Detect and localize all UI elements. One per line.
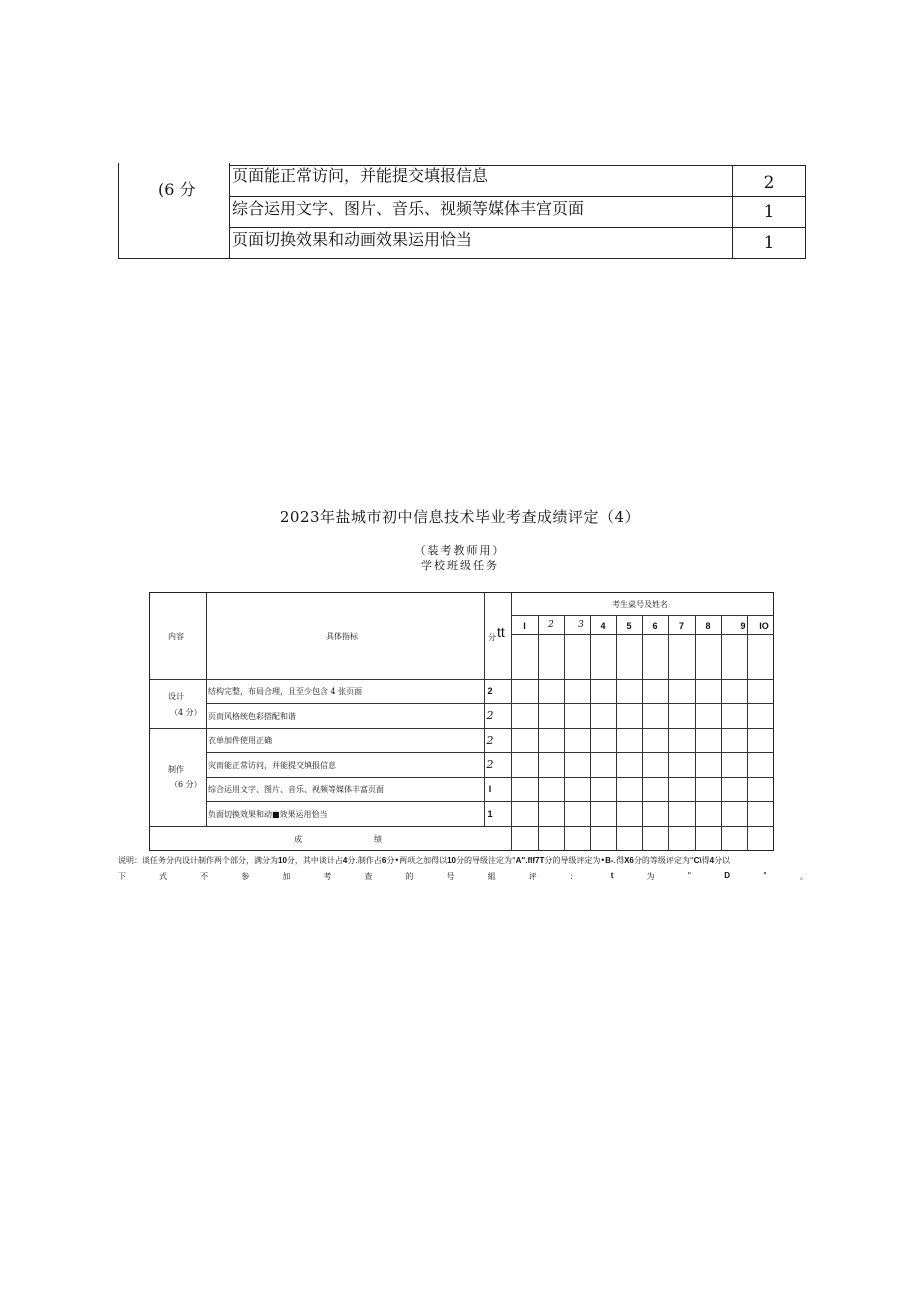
note-char: 加 bbox=[282, 872, 291, 881]
group-points: （6 分） bbox=[170, 780, 202, 789]
note-char: 评 bbox=[528, 872, 537, 881]
group-label: 制作 bbox=[168, 765, 184, 774]
student-number: 4 bbox=[600, 621, 606, 631]
student-number: 2 bbox=[548, 620, 554, 630]
indicator-text: 负面切换效果和动■效果运用恰当 bbox=[208, 810, 328, 819]
indicator-text: 页而风格统色彩搭配和谐 bbox=[208, 712, 296, 721]
note-char: " bbox=[763, 871, 767, 880]
note-char: t bbox=[610, 871, 614, 880]
student-number: 5 bbox=[626, 621, 632, 631]
col-line bbox=[721, 615, 722, 851]
col-line bbox=[590, 615, 591, 851]
indicator-text: 页面切换效果和动画效果运用恰当 bbox=[232, 230, 473, 249]
note-char: 的 bbox=[405, 872, 414, 881]
indicator-score: 2 bbox=[486, 734, 494, 747]
col-line bbox=[668, 615, 669, 851]
row-line bbox=[511, 615, 774, 616]
indicator-text: 衣单加件使用正确 bbox=[208, 736, 272, 745]
note-char: 式 bbox=[159, 872, 168, 881]
grading-table bbox=[149, 592, 774, 851]
indicator-score: 2 bbox=[486, 709, 494, 722]
student-number: IO bbox=[759, 621, 769, 631]
table-border-bottom bbox=[118, 258, 806, 259]
note-char: 查 bbox=[364, 872, 373, 881]
indicator-score: 1 bbox=[763, 202, 775, 222]
col-line bbox=[206, 593, 207, 826]
note-char: 組 bbox=[487, 872, 496, 881]
top-table-fragment bbox=[118, 163, 806, 259]
table-divider bbox=[229, 163, 230, 259]
category-label: (6 分 bbox=[158, 180, 196, 199]
student-number: 7 bbox=[678, 621, 684, 631]
note-char: 为 bbox=[646, 872, 655, 881]
note-line: 说明：谈任务分内设计制作两个部分，满分为10分，其中谈计占4分.制作占6分•两项之加得以10分的导级注定为"A".flf7T分的导级评定为•B-.得X6分的等级评定为"C\得4分以 bbox=[118, 856, 731, 865]
note-line bbox=[118, 871, 808, 882]
indicator-text: 综合运用文字、图片、音乐、视频等媒体丰富页面 bbox=[208, 785, 384, 794]
header-content: 内容 bbox=[168, 632, 184, 641]
group-label: 设计 bbox=[168, 692, 184, 701]
indicator-text: 结构完整，布局合理，且至少包含 4 张页面 bbox=[208, 687, 363, 696]
student-number: 8 bbox=[705, 621, 711, 631]
row-line bbox=[150, 728, 774, 729]
indicator-text: 灾而能正常访问，并能提交填报信息 bbox=[208, 761, 336, 770]
col-line bbox=[695, 615, 696, 851]
note-char: 不 bbox=[200, 872, 209, 881]
col-line bbox=[511, 593, 512, 851]
row-line bbox=[206, 752, 774, 753]
student-number: I bbox=[523, 621, 526, 631]
note-char: 考 bbox=[323, 872, 332, 881]
indicator-score: I bbox=[488, 784, 492, 794]
row-line bbox=[206, 703, 774, 704]
header-indicator: 具体指标 bbox=[326, 632, 358, 641]
note-char: 下 bbox=[118, 872, 126, 881]
indicator-score: 1 bbox=[763, 233, 775, 253]
document-subtitle: （装考教师用） bbox=[414, 544, 506, 557]
indicator-score: 2 bbox=[486, 758, 494, 771]
note-char: 。 bbox=[799, 872, 808, 881]
group-points: （4 分） bbox=[170, 708, 202, 717]
table-border-left bbox=[118, 163, 119, 259]
row-line bbox=[206, 801, 774, 802]
note-char: 参 bbox=[241, 872, 250, 881]
note-char: ： bbox=[569, 872, 578, 881]
total-label: 绩 bbox=[374, 835, 382, 844]
note-char: 号 bbox=[446, 872, 455, 881]
header-score-suffix: tt bbox=[497, 624, 505, 640]
document-meta: 学校班级任务 bbox=[421, 559, 499, 572]
col-line bbox=[642, 615, 643, 851]
col-line bbox=[538, 615, 539, 851]
col-line bbox=[616, 615, 617, 851]
col-line bbox=[747, 615, 748, 851]
header-students: 考生桌号及姓名 bbox=[612, 600, 668, 609]
row-line bbox=[150, 826, 774, 827]
note-char: " bbox=[687, 871, 692, 880]
header-score: 分 bbox=[488, 633, 496, 642]
note-char: D bbox=[724, 871, 731, 880]
student-number: 9 bbox=[740, 621, 746, 631]
indicator-score: 2 bbox=[763, 173, 775, 193]
student-number: 3 bbox=[578, 620, 584, 630]
indicator-score: 2 bbox=[487, 686, 493, 696]
indicator-text: 综合运用文字、图片、音乐、视频等媒体丰宫页面 bbox=[232, 199, 585, 218]
total-label: 成 bbox=[294, 835, 302, 844]
row-line bbox=[511, 634, 774, 635]
indicator-text: 页面能正常访问，并能提交填报信息 bbox=[232, 166, 489, 185]
document-title: 2023年盐城市初中信息技术毕业考查成绩评定（4） bbox=[279, 508, 641, 526]
indicator-score: 1 bbox=[487, 809, 493, 819]
col-line bbox=[564, 615, 565, 851]
student-number: 6 bbox=[652, 621, 658, 631]
row-line bbox=[150, 679, 774, 680]
row-line bbox=[206, 777, 774, 778]
